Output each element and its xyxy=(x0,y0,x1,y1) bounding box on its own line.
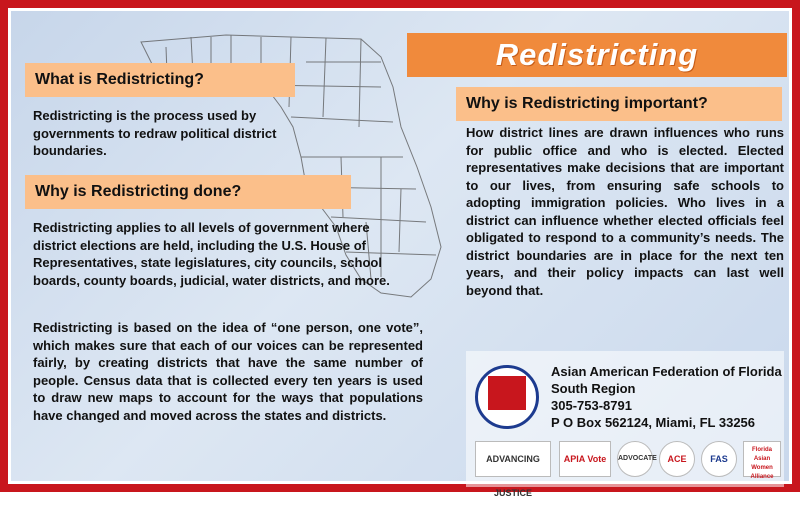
org-name: Asian American Federation of Florida xyxy=(551,364,782,379)
aaff-emblem xyxy=(488,376,526,410)
page-title: Redistricting xyxy=(495,37,699,72)
why-done-text-2: Redistricting is based on the idea of “one person, one vote”, which makes sure that each of our voices can be represented fairly, by creating districts that have the same number of people. Census data that is collected every ten years is used to draw new maps to account for the ways that populations have changed and moved across the states and districts. xyxy=(33,320,423,423)
advancing-justice-logo: ADVANCING JUSTICE xyxy=(475,441,551,477)
org-phone: 305-753-8791 xyxy=(551,398,632,413)
alliance-logo: Florida Asian Women Alliance xyxy=(743,441,781,477)
what-heading-box xyxy=(25,63,295,97)
title-banner xyxy=(407,33,787,77)
org-address: P O Box 562124, Miami, FL 33256 xyxy=(551,415,756,430)
why-important-text: How district lines are drawn influences who runs for public office and who is elected. Elected representatives make decisions that are important to our lives, from ensuring safe schools to adopting immigration policies. Who lives in a district can influence whether elected officials feel obligated to respond to a community’s needs. The district boundaries are in place for the next ten years, and their policy impacts can last well beyond that. xyxy=(466,125,784,298)
content-area xyxy=(8,8,792,498)
fas-logo: FAS xyxy=(701,441,737,477)
why-done-text-1: Redistricting applies to all levels of government where district elections are held, including the U.S. House of Representatives, state legislatures, city councils, school boards, county boards, judicial, water districts, and more. xyxy=(33,220,390,288)
why-important-heading-box xyxy=(456,87,782,121)
why-done-heading-box xyxy=(25,175,351,209)
org-info xyxy=(551,363,782,431)
advocate-logo: ADVOCATE xyxy=(617,441,653,477)
why-important-heading: Why is Redistricting important? xyxy=(466,95,708,112)
what-text: Redistricting is the process used by governments to redraw political district boundaries. xyxy=(33,108,277,158)
org-region: South Region xyxy=(551,381,636,396)
what-heading: What is Redistricting? xyxy=(35,71,204,88)
apia-vote-logo: APIA Vote xyxy=(559,441,611,477)
aaff-logo xyxy=(475,365,539,429)
ace-logo: ACE xyxy=(659,441,695,477)
why-done-heading: Why is Redistricting done? xyxy=(35,183,242,200)
